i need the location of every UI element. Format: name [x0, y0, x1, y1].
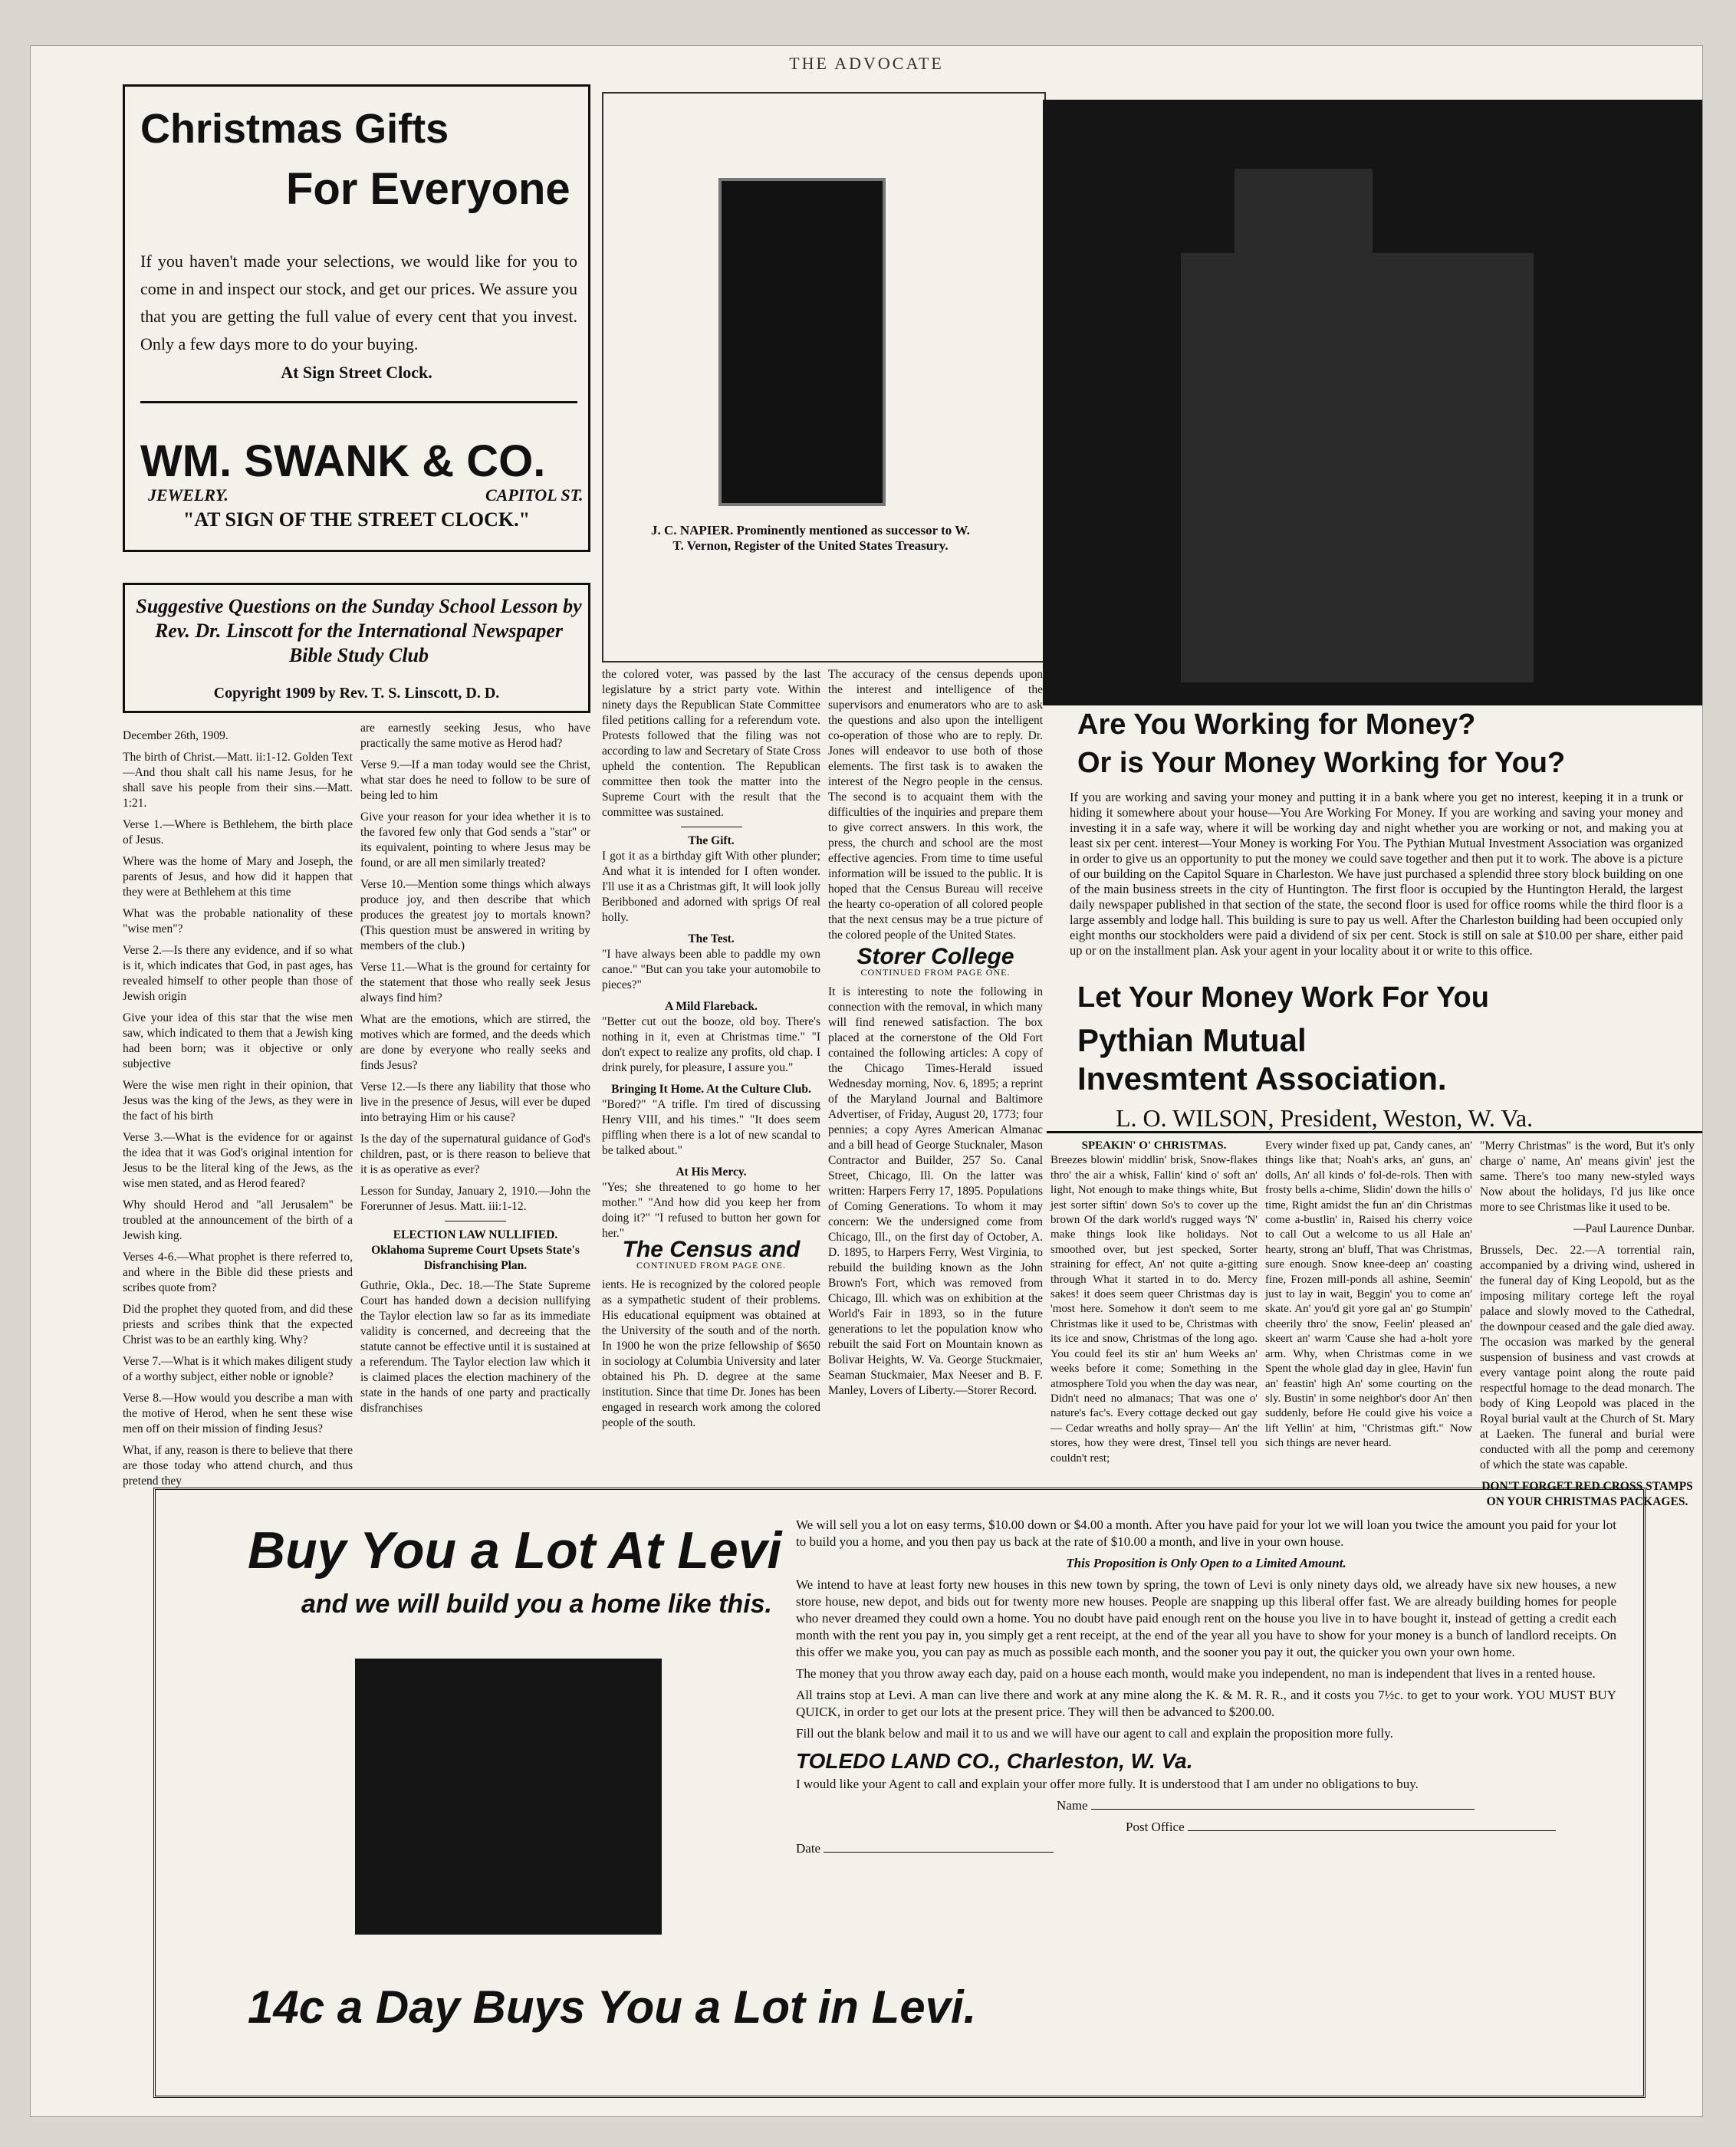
ad-jewelry: JEWELRY.: [148, 485, 229, 505]
red-cross-stamps: DON'T FORGET RED CROSS STAMPS ON YOUR CHRISTMAS PACKAGES.: [1481, 1480, 1693, 1508]
bible-col1-paragraph: What was the probable nationality of these "wise men"?: [123, 907, 353, 935]
bible-col1-paragraph: Verse 8.—How would you describe a man with the motive of Herod, when he sent these wise men off on their mission of finding Jesus?: [123, 1392, 353, 1435]
ad-clock: At Sign Street Clock.: [281, 363, 432, 382]
bible-col1-paragraph: The birth of Christ.—Matt. ii:1-12. Golden Text—And thou shalt call his name Jesus, for he shall save his people from their sins.—Matt. 1:21.: [123, 751, 353, 810]
levi-heading: Buy You a Lot At Levi: [248, 1521, 782, 1580]
flareback-text: "Better cut out the booze, old boy. There's nothing in it, even at Christmas time." "I don't expect to realize any profits, old chap. I drink purely, for pleasure, I assure you.": [602, 1015, 820, 1074]
masthead: THE ADVOCATE: [789, 54, 944, 73]
news-column-3: [602, 667, 820, 1248]
ad-rule: [140, 401, 577, 403]
bible-col2-paragraph: Verse 11.—What is the ground for certainty for the statement that those who really seek Jesus always find him?: [360, 961, 590, 1004]
newspaper-page: [31, 46, 1702, 2116]
bible-col1-paragraph: Verse 7.—What is it which makes diligent study of a worthy subject, either noble or ignoble?: [123, 1355, 353, 1383]
poem-column-1: [1050, 1139, 1258, 1472]
gift-poem: I got it as a birthday gift With other plunder; And what it is intended for I often wonder. I'll use it as a Christmas gift, It will look jolly Beribboned and adorned with sprigs Of real holly.: [602, 850, 820, 924]
levi-advertisement: [153, 1488, 1646, 2098]
bible-col2-paragraph: are earnestly seeking Jesus, who have practically the same motive as Herod had?: [360, 722, 590, 750]
election-continued: the colored voter, was passed by the last legislature by a strict party vote. Within ninety days the Republican State Committee filed petitions calling for a referendum vote. Protests followed that the filing was not according to law and Secretary of State Cross upheld the contention. The Republican committee then took the matter into the Supreme Court with the result that the committee was sustained.: [602, 668, 820, 819]
poem-text-1: Breezes blowin' middlin' brisk, Snow-flakes thro' the air a whisk, Fallin' kind o' soft an' light, Not enough to make things white, But jest sorter siftin' down So's to cover up the brown Of the dark world's rugged ways 'N' make things look like holidays. Not smoothed over, but jest specked, Sorter straining for effect, An' not quite a-gitting through What it started in to do. Mercy sakes! it does seem queer Christmas day is 'most here. Somehow it don't seem to me Christmas like it used to be, Christmas with its ice and snow, Christmas of the long ago. You could feel its stir an' hum Weeks an' weeks before it come; Something in the atmosphere Told you when the day was near, Didn't need no almanacs; That was one o' nature's fac's. Every cottage decked out gay— Cedar wreaths and holly spray— An' the stores, how they were drest, Tinsel tell you couldn't rest;: [1050, 1154, 1258, 1465]
bible-col2-paragraph: Verse 12.—Is there any liability that those who live in the presence of Jesus, will ever be duped into betraying Him or his cause?: [360, 1080, 590, 1124]
mercy-title: At His Mercy.: [676, 1166, 747, 1179]
bible-col1-paragraph: December 26th, 1909.: [123, 729, 229, 742]
home-title: Bringing It Home. At the Culture Club.: [611, 1083, 811, 1096]
bible-col1-paragraph: Verses 4-6.—What prophet is there referred to, and where in the Bible did these priests and scribes quote from?: [123, 1251, 353, 1294]
bible-col1-paragraph: Verse 2.—Is there any evidence, and if so what is it, which indicates that God, in past ages, has revealed himself to other people than those of Jewish origin: [123, 944, 353, 1003]
bible-column-2: [360, 721, 590, 1422]
news-column-4: [828, 667, 1043, 1405]
pythian-heading-2: Let Your Money Work For You: [1077, 981, 1489, 1014]
storer-title: Storer College: [856, 944, 1014, 969]
poem-text-2: Every winder fixed up pat, Candy canes, an' things like that; Noah's arks, an' guns, an' dolls, An' all kinds o' fol-de-rols. Then with frosty bells a-chime, Slidin' down the hills o' time, Right amidst the fun an' din Christmas come a-bustlin' in, Raised his cherry voice to call Out a welcome to us all Hale an' hearty, strong an' bluff, That was Christmas, sure enough. Snow knee-deep an' coasting fine, Frozen mill-ponds all ashine, Seemin' just to lay in wait, Beggin' you to come an' skate. An' you'd git yore gal an' go Stumpin' cheerily thro' the snow, Feelin' pleased an' skeert an' warm 'Cause she had a-holt yore arm. Why, when Christmas come in we Spent the whole glad day in glee, Havin' fun an' feastin' high An' some courting on the sly. Bustin' in some neighbor's door An' then suddenly, before He could give his voice a lift Yellin' at him, "Christmas gift." Now sich things are never heard.: [1265, 1139, 1472, 1450]
poem-title: SPEAKIN' O' CHRISTMAS.: [1081, 1139, 1227, 1152]
levi-p2: We intend to have at least forty new houses in this new town by spring, the town of Levi is only ninety days old, we already have six new houses, a new store house, new depot, and bids out for twenty more new houses. People are snapping up this liberal offer fast. We are already building homes for people who never dreamed they could own a home. You no doubt have paid enough rent on the house you live in to have bought it, instead of getting a credit each month with the rent you pay in, you simply get a rent receipt, at the end of the year all you have to show for your money is a bunch of landlord receipts. On this offer we make you, you can pay as much as possible each month, and the sooner you pay it out, the quicker you own your own home.: [796, 1577, 1616, 1659]
bible-col2-paragraph: Is the day of the supernatural guidance of God's children, past, or is there reason to believe that it is as operative as ever?: [360, 1133, 590, 1176]
ad-title-1: Christmas Gifts: [140, 106, 449, 152]
home-text: "Bored?" "A trifle. I'm tired of discussing Henry VIII, and his times." "It does seem piffling when there is a lot of new scandal to be talked about.": [602, 1098, 820, 1157]
census-bottom: ients. He is recognized by the colored people as a sympathetic student of their problems. His educational equipment was obtained at the University of the south and of the north. In 1900 he won the prize fellowship of $650 in sociology at Columbia University and later obtained his Ph. D. degree at the same institution. Since that time Dr. Jones has been engaged in research work among the colored people of the south.: [602, 1278, 820, 1429]
ad-slogan: "AT SIGN OF THE STREET CLOCK.": [182, 508, 531, 531]
bible-column-1: [123, 728, 353, 1495]
bible-col1-paragraph: Did the prophet they quoted from, and did these priests and scribes think that the expected Christ was to be an earthly king. Why?: [123, 1303, 353, 1346]
bible-title: Suggestive Questions on the Sunday School Lesson by Rev. Dr. Linscott for the International Newspaper Bible Study Club: [136, 595, 582, 666]
name-field[interactable]: Name: [1057, 1797, 1616, 1814]
leopold-funeral: Brussels, Dec. 22.—A torrential rain, accompanied by a driving wind, ushered in the funeral day of King Leopold, but as the imposing military cortege left the royal palace and slowly moved to the Cathedral, the downpour ceased and the gale died away. The occasion was marked by the general suspension of business and vast crowds at every vantage point along the route paid respectful homage to the dead monarch. The body of King Leopold was placed in the Royal burial vault at the Church of St. Mary at Laeken. The funeral and burial were conducted with all the pomp and ceremony of which the state was capable.: [1480, 1244, 1695, 1471]
ad-company-name: WM. SWANK & CO.: [140, 436, 546, 486]
election-body: Guthrie, Okla., Dec. 18.—The State Supreme Court has handed down a decision nullifying the Taylor election law so far as its immediate validity is concerned, and decreeing that the statute cannot be effective until it is sustained at a referendum. The Taylor election law which it is claimed places the election machinery of the state in the hands of one party and practically disfranchises: [360, 1279, 590, 1415]
census-continued-label: CONTINUED FROM PAGE ONE.: [636, 1260, 786, 1271]
napier-portrait: [718, 178, 886, 506]
mercy-text: "Yes; she threatened to go home to her mother." "And how did you keep her from doing it?" "I refused to button her gown for her.": [602, 1181, 820, 1240]
ad-body: If you haven't made your selections, we would like for you to come in and inspect our stock, and get our prices. We assure you that you are getting the full value of every cent that you invest. Only a few days more to do your buying.: [140, 252, 577, 353]
date-field[interactable]: Date: [796, 1840, 1616, 1857]
ad-capitol: CAPITOL ST.: [485, 485, 584, 505]
poem-author: —Paul Laurence Dunbar.: [1573, 1222, 1695, 1235]
pythian-president: L. O. WILSON, President, Weston, W. Va.: [1116, 1104, 1534, 1132]
levi-subheading: and we will build you a home like this.: [301, 1590, 772, 1619]
storer-body: It is interesting to note the following in connection with the removal, in which many will find renewed satisfaction. The box placed at the cornerstone of the Old Fort contained the following articles: A copy of the Chicago Times-Herald issued Wednesday morning, Nov. 6, 1895; a reprint of the Maryland Journal and Baltimore Advertiser, of Friday, August 20, 1773; four pennies; a copy Ayres American Almanac and a bill head of George Stucknaler, Mason Contractor and Builder, 257 So. Canal Street, Chicago, Ill. On the latter was written: Harpers Ferry 17, 1895. Populations of Coming Generations. To whom it may concern: We the undersigned come from Chicago, Ill., on the first day of October, A. D. 1895, to Harpers Ferry, West Virginia, to rebuild the building known as the John Brown's Fort, which was removed from Chicago, Ill. which was on exhibition at the World's Fair in 1893, so in the future generations to let the population know who rebuilt the said Fort on Mountain known as Bolivar Heights, W. Va. George Stuckmaier, Seaman Stuckmaier, Max Neeser and B. F. Manley, Lovers of Liberty.—Storer Record.: [828, 985, 1043, 1397]
bible-col2-paragraph: Give your reason for your idea whether it is to the favored few only that God sends a "star" or its equivalent, pointing to where Jesus may be found, or are all men similarly treated?: [360, 810, 590, 870]
news-column-8: [1480, 1139, 1695, 1516]
test-title: The Test.: [688, 932, 735, 945]
census-title: The Census and: [622, 1237, 801, 1262]
bible-copyright: Copyright 1909 by Rev. T. S. Linscott, D. D.: [213, 685, 500, 702]
pythian-heading: Are You Working for Money? Or is Your Money Working for You?: [1077, 709, 1566, 779]
election-title: ELECTION LAW NULLIFIED.: [393, 1228, 558, 1241]
gift-title: The Gift.: [688, 834, 735, 847]
census-top: The accuracy of the census depends upon the interest and intelligence of the supervisors and enumerators who are to ask the questions and also upon the intelligent co-operation of those who are to reply. Dr. Jones will endeavor to use both of those elements. The first task is to awaken the interest of the Negro people in the census. The second is to acquaint them with the difficulties of the inquiries and prepare them to give correct answers. In this work, the press, the church and school are the most effective agencies. From time to time useful information will be issued to the public. It is hoped that the Census Bureau will receive the hearty co-operation of all colored people that the next census may be a true picture of the colored people of the United States.: [828, 668, 1043, 942]
bible-col1-paragraph: Were the wise men right in their opinion, that Jesus was the king of the Jews, as they were in the fact of his birth: [123, 1079, 353, 1123]
storer-continued: CONTINUED FROM PAGE ONE.: [860, 967, 1011, 978]
bible-col2-paragraph: Lesson for Sunday, January 2, 1910.—John the Forerunner of Jesus. Matt. iii:1-12.: [360, 1185, 590, 1213]
levi-limited: This Proposition is Only Open to a Limited Amount.: [1066, 1556, 1346, 1570]
bible-col1-paragraph: What, if any, reason is there to believe that there are those today who attend church, and thus pretend they: [123, 1444, 353, 1488]
bible-col2-paragraph: Verse 9.—If a man today would see the Christ, what star does he need to follow to be sure of being led to him: [360, 758, 590, 802]
building-photo: [1043, 100, 1702, 705]
election-subtitle: Oklahoma Supreme Court Upsets State's Disfranchising Plan.: [371, 1244, 580, 1272]
levi-p4: All trains stop at Levi. A man can live there and work at any mine along the K. & M. R. R., and it costs you 7½c. to get to your work. YOU MUST BUY QUICK, in order to get our lots at the present price. They will then be advanced to $200.00.: [796, 1688, 1616, 1719]
bible-col1-paragraph: Why should Herod and "all Jerusalem" be troubled at the announcement of the birth of a Jewish king.: [123, 1198, 353, 1242]
census-continued: [602, 1237, 820, 1437]
levi-details: [796, 1517, 1616, 1862]
levi-p3: The money that you throw away each day, paid on a house each month, would make you independent, no man is independent that lives in a rented house.: [796, 1666, 1596, 1681]
test-text: "I have always been able to paddle my own canoe." "But can you take your automobile to pieces?": [602, 948, 820, 991]
pythian-body: If you are working and saving your money and putting it in a bank where you get no interest, keeping it in a trunk or hiding it somewhere about your house—You Are Working For Money. If you are working and saving your money and investing it in a safe way, where it will be working day and night whether you are working or not, and making you at least six per cent. interest—Your Money is working For You. The Pythian Mutual Investment Association was organized in order to give us an opportunity to put the money we could save together and then put it to work. The above is a picture of our building on the Capitol Square in Charleston. We have just purchased a splendid three story block building on one of the main business streets in the city of Huntington. The first floor is occupied by the Huntington Herald, the largest daily newspaper published in that section of the state, the second floor is used for office rooms while the third floor is a large assembly and lodge hall. This building is sure to pay us well. After the Charleston building had been occupied only eight months our stockholders were paid a dividend of six per cent. Stock is still on sale at $10.00 per share, either paid up or on the installment plan. Ask your agent in your locality about it or write to this office.: [1070, 790, 1683, 958]
poem-ending: "Merry Christmas" is the word, But it's only charge o' name, An' means givin' jest the same. There's too many new-styled ways Now about the holidays, I'd jus like once more to see Christmas like it used to be.: [1480, 1139, 1695, 1214]
bible-study-header: [123, 583, 590, 713]
poem-column-2: [1265, 1139, 1472, 1458]
bible-col1-paragraph: Where was the home of Mary and Joseph, the parents of Jesus, and how did it happen that they were at Bethlehem at this time: [123, 855, 353, 899]
house-photo: [355, 1659, 662, 1935]
pythian-heading-3: Pythian Mutual Invesmtent Association.: [1077, 1022, 1447, 1097]
bible-col1-paragraph: Give your idea of this star that the wise men saw, which indicated to them that a Jewish king had been born; was it objective or only subjective: [123, 1011, 353, 1070]
flareback-title: A Mild Flareback.: [665, 1000, 758, 1013]
bible-col2-paragraph: Verse 10.—Mention some things which always produce joy, and then describe that which produces the greatest joy to mortals known? (This question must be answered in writing by members of the club.): [360, 878, 590, 952]
bible-col1-paragraph: Verse 3.—What is the evidence for or against the idea that it was God's original intention for Jesus to be the literal king of the Jews, as the wise men stated, and as Herod feared?: [123, 1131, 353, 1190]
bible-col2-paragraph: What are the emotions, which are stirred, the motives which are formed, and the deeds which are done by everyone who really seeks and finds Jesus?: [360, 1013, 590, 1072]
bible-col1-paragraph: Verse 1.—Where is Bethlehem, the birth place of Jesus.: [123, 818, 353, 847]
levi-tagline: 14c a Day Buys You a Lot in Levi.: [248, 1981, 977, 2033]
napier-caption: J. C. NAPIER. Prominently mentioned as successor to W. T. Vernon, Register of the United States Treasury.: [651, 523, 970, 553]
napier-portrait-frame: [602, 92, 1046, 663]
post-office-field[interactable]: Post Office: [1126, 1819, 1616, 1836]
ad-title-2: For Everyone: [286, 164, 570, 214]
levi-p5: Fill out the blank below and mail it to us and we will have our agent to call and explain the proposition more fully.: [796, 1726, 1393, 1741]
levi-form-text: I would like your Agent to call and explain your offer more fully. It is understood that I am under no obligations to buy.: [796, 1777, 1419, 1791]
swank-advertisement: [123, 84, 590, 552]
toledo-land-co: TOLEDO LAND CO., Charleston, W. Va.: [796, 1749, 1193, 1773]
levi-p1: We will sell you a lot on easy terms, $10.00 down or $4.00 a month. After you have paid for your lot we will loan you twice the amount you paid for your lot to build you a home, and you then pay us back at the rate of $10.00 a month, and live in your own house.: [796, 1517, 1616, 1549]
